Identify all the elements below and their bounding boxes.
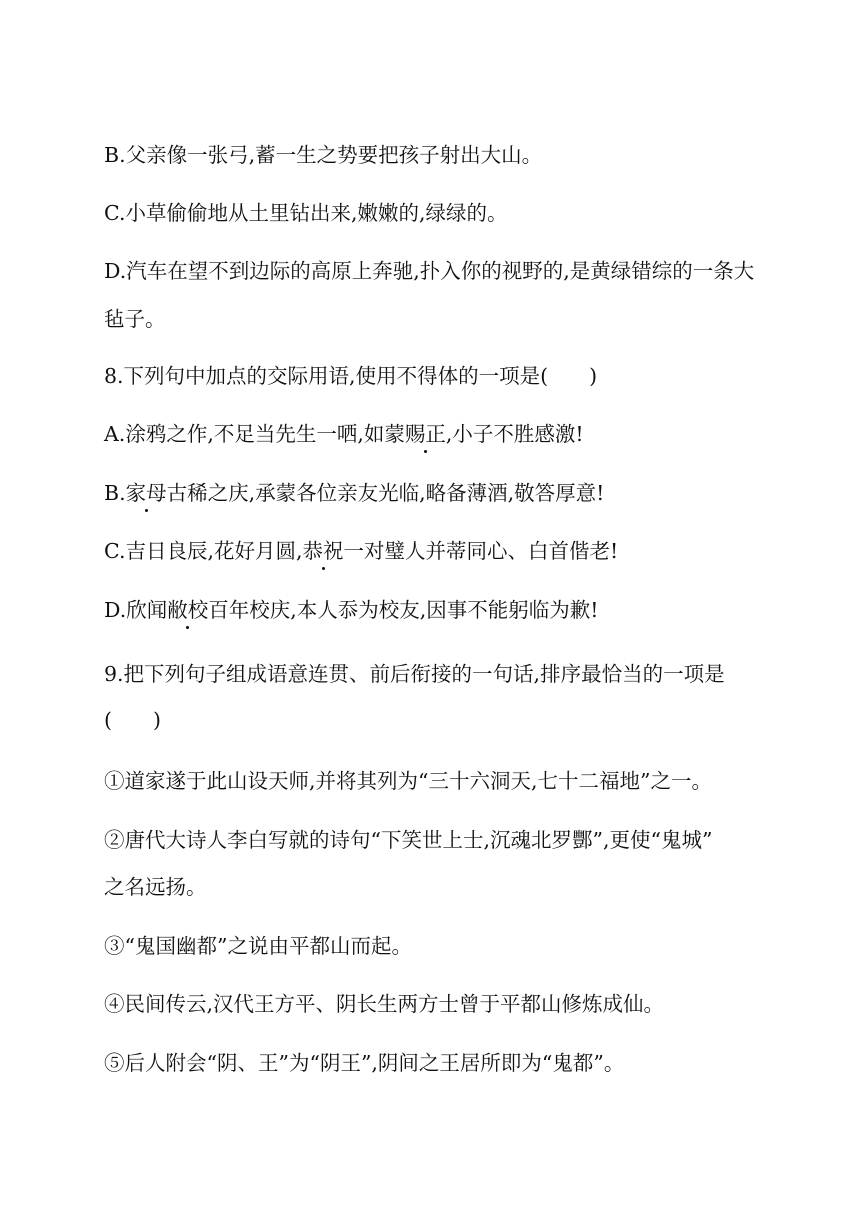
option-8a-text-post: ,小子不胜感激! (445, 422, 584, 446)
sentence-3: ③“鬼国幽都”之说由平都山而起。 (104, 934, 412, 958)
option-8b-text-pre: B. (104, 481, 126, 505)
option-8d-text-post: 百年校庆,本人忝为校友,因事不能躬临为歉! (208, 598, 599, 622)
sentence-4: ④民间传云,汉代王方平、阴长生两方士曾于平都山修炼成仙。 (104, 992, 665, 1016)
sentence-5: ⑤后人附会“阴、王”为“阴王”,阴间之王居所即为“鬼都”。 (104, 1051, 625, 1075)
option-8d-dotted-term: 敝校 (167, 598, 209, 622)
option-8b-dotted-term: 家母 (125, 481, 167, 505)
option-7d-line2: 毡子。 (104, 307, 166, 331)
option-8c-dotted-term: 恭祝 (302, 539, 344, 563)
option-8a (104, 420, 800, 448)
sentence-2-line2: 之名远扬。 (104, 875, 207, 899)
option-8c-text-pre: C.吉日良辰,花好月圆, (104, 539, 303, 563)
option-7c: C.小草偷偷地从土里钻出来,嫩嫩的,绿绿的。 (104, 201, 508, 225)
option-8c-text-post: 一对璧人并蒂同心、白首偕老! (343, 539, 619, 563)
question-9-line2: ( ) (104, 708, 161, 732)
option-7b: B.父亲像一张弓,蓄一生之势要把孩子射出大山。 (104, 143, 543, 167)
sentence-1: ①道家遂于此山设天师,并将其列为“三十六洞天,七十二福地”之一。 (104, 769, 712, 793)
option-8c (104, 537, 800, 565)
option-8a-text-pre: A.涂鸦之作,不足当先生一哂,如蒙 (104, 422, 405, 446)
option-7d-line1: D.汽车在望不到边际的高原上奔驰,扑入你的视野的,是黄绿错综的一条大 (104, 259, 755, 283)
question-9-line1: 9.把下列句子组成语意连贯、前后衔接的一句话,排序最恰当的一项是 (104, 662, 725, 686)
option-8d-text-pre: D.欣闻 (104, 598, 168, 622)
option-8b (104, 479, 800, 507)
question-8: 8.下列句中加点的交际用语,使用不得体的一项是( ) (104, 364, 598, 388)
option-8d (104, 596, 800, 624)
sentence-2-line1: ②唐代大诗人李白写就的诗句“下笑世上士,沉魂北罗酆”,更使“鬼城” (104, 828, 713, 852)
option-8a-dotted-term: 赐正 (404, 422, 446, 446)
option-8b-text-post: 古稀之庆,承蒙各位亲友光临,略备薄酒,敬答厚意! (166, 481, 605, 505)
